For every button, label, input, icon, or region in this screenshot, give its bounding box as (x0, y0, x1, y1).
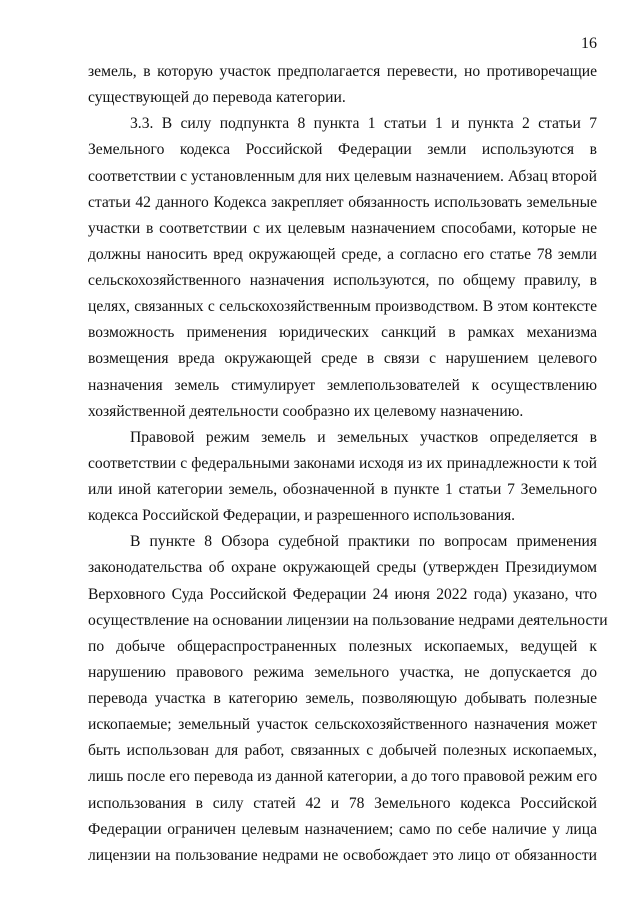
document-body (88, 59, 608, 869)
text-line: статьи 42 данного Кодекса закрепляет обязанность использовать земельные (88, 193, 597, 211)
text-line: 3.3. В силу подпункта 8 пункта 1 статьи 1 и пункта 2 статьи 7 (130, 115, 597, 133)
text-line: возмещения вреда окружающей среде в связи с нарушением целевого (88, 350, 597, 368)
text-line: законодательства об охране окружающей среды (утвержден Президиумом (88, 559, 597, 577)
text-line: сельскохозяйственного назначения используются, по общему правилу, в (88, 272, 597, 289)
paragraph (88, 59, 597, 111)
paragraph (88, 529, 608, 869)
text-line: лицензии на пользование недрами не освобождает это лицо от обязанности (88, 846, 597, 864)
text-line: земель, в которую участок предполагается перевести, но противоречащие (88, 63, 597, 80)
text-line: соответствии с федеральными законами исходя из их принадлежности к той (88, 454, 597, 472)
text-line: возможность применения юридических санкций в рамках механизма (88, 324, 597, 342)
text-line: Правовой режим земель и земельных участков определяется в (130, 428, 597, 446)
text-line: назначения земель стимулирует землепользователей к осуществлению (88, 376, 597, 394)
text-line: лишь после его перевода из данной категории, а до того правовой режим его (88, 768, 598, 786)
text-line: ископаемые; земельный участок сельскохозяйственного назначения может (88, 716, 597, 734)
paragraph (88, 425, 597, 530)
text-line: должны наносить вред окружающей среде, а согласно его статье 78 земли (88, 245, 597, 263)
text-line: В пункте 8 Обзора судебной практики по вопросам применения (130, 533, 597, 551)
text-line: быть использован для работ, связанных с добычей полезных ископаемых, (88, 742, 597, 760)
text-line: участки в соответствии с их целевым назначением способами, которые не (88, 219, 597, 237)
text-line: существующей до перевода категории. (88, 89, 346, 107)
text-line: кодекса Российской Федерации, и разрешенного использования. (88, 507, 516, 525)
text-line: нарушению правового режима земельного участка, не допускается до (88, 663, 597, 681)
paragraph (88, 111, 597, 425)
text-line: использования в силу статей 42 и 78 Земельного кодекса Российской (88, 794, 597, 812)
text-line: целях, связанных с сельскохозяйственным производством. В этом контексте (88, 298, 597, 316)
text-line: перевода участка в категорию земель, позволяющую добывать полезные (88, 690, 597, 707)
text-line: или иной категории земель, обозначенной в пункте 1 статьи 7 Земельного (88, 481, 597, 498)
text-line: соответствии с установленным для них целевым назначением. Абзац второй (88, 167, 597, 185)
text-line: осуществление на основании лицензии на пользование недрами деятельности (88, 611, 608, 629)
text-line: Верховного Суда Российской Федерации 24 июня 2022 года) указано, что (88, 585, 597, 603)
text-line: Земельного кодекса Российской Федерации земли используются в (88, 141, 597, 159)
page-number: 16 (581, 35, 597, 52)
text-line: по добыче общераспространенных полезных ископаемых, ведущей к (88, 637, 597, 655)
text-line: хозяйственной деятельности сообразно их целевому назначению. (88, 402, 524, 420)
text-line: Федерации ограничен целевым назначением; само по себе наличие у лица (88, 820, 597, 838)
